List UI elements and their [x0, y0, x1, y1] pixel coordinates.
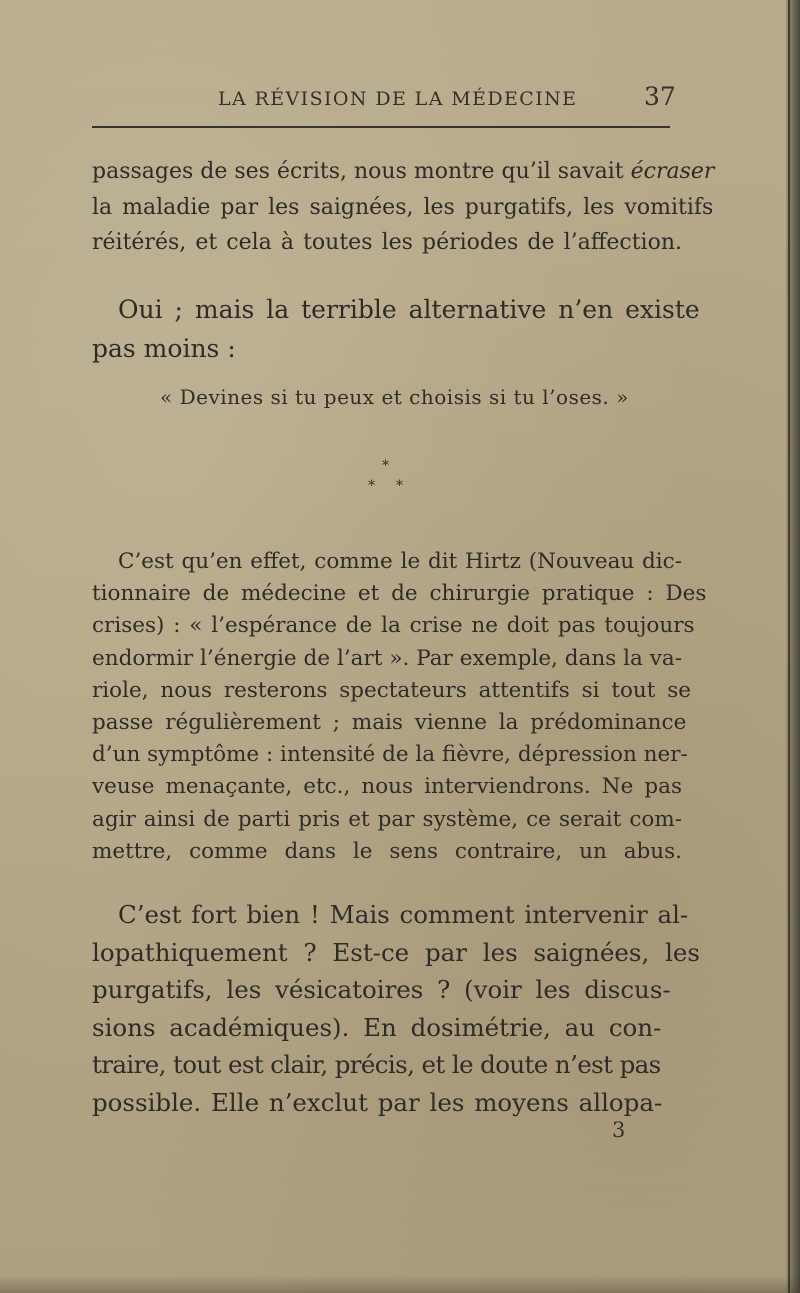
paragraph-4-line: possible. Elle n’exclut par les moyens allopa-: [92, 1087, 663, 1117]
asterism-star-top: *: [382, 458, 389, 474]
paragraph-1-line-2: la maladie par les saignées, les purgatifs, les vomitifs: [92, 194, 714, 220]
paragraph-3-line: endormir l’énergie de l’art ». Par exemple, dans la va-: [92, 645, 682, 671]
italic-word: écraser: [630, 159, 715, 184]
paragraph-4-line: traire, tout est clair, précis, et le doute n’est pas: [92, 1050, 661, 1079]
paragraph-3-line: tionnaire de médecine et de chirurgie pratique : Des: [92, 581, 707, 607]
header-rule: [92, 126, 670, 128]
paragraph-3-line: riole, nous resterons spectateurs attentifs si tout se: [92, 677, 691, 703]
paragraph-1: [92, 154, 715, 261]
paragraph-4-line: sions académiques). En dosimétrie, au con-: [92, 1012, 662, 1042]
page-edge-line: [788, 0, 790, 1293]
paragraph-3-line: passe régulièrement ; mais vienne la prédominance: [92, 710, 687, 736]
running-title: LA RÉVISION DE LA MÉDECINE: [218, 88, 578, 110]
paragraph-3-line: agir ainsi de parti pris et par système, ce serait com-: [92, 806, 682, 832]
page-number: 37: [644, 82, 676, 111]
asterism-star-right: *: [396, 478, 403, 494]
paragraph-1-line-1: [92, 154, 715, 190]
paragraph-2: [118, 290, 700, 329]
paragraph-2-continuation: [92, 329, 682, 368]
page-bottom-shadow: [0, 1275, 800, 1293]
paragraph-1-line-3: réitérés, et cela à toutes les périodes de l’affection.: [92, 230, 682, 255]
asterism: [360, 458, 410, 508]
paragraph-3: [92, 546, 707, 868]
paragraph-2-line-2: pas moins :: [92, 334, 236, 363]
paragraph-3-line: d’un symptôme : intensité de la fièvre, dépression ner-: [92, 742, 688, 768]
paragraph-3-line: crises) : « l’espérance de la crise ne doit pas toujours: [92, 613, 695, 639]
paragraph-3-line: C’est qu’en effet, comme le dit Hirtz (Nouveau dic-: [118, 549, 682, 574]
paragraph-4-line: C’est fort bien ! Mais comment intervenir al-: [118, 900, 689, 929]
paragraph-2-line-1: Oui ; mais la terrible alternative n’en existe: [118, 295, 700, 324]
asterism-star-left: *: [368, 478, 375, 494]
signature-mark: 3: [612, 1118, 626, 1142]
paragraph-1-line-1-text: passages de ses écrits, nous montre qu’il savait: [92, 159, 631, 184]
paragraph-4-line: purgatifs, les vésicatoires ? (voir les discus-: [92, 975, 671, 1004]
epigraph-quote: « Devines si tu peux et choisis si tu l’oses. »: [160, 385, 629, 409]
paragraph-4-line: lopathiquement ? Est-ce par les saignées, les: [92, 937, 700, 967]
paragraph-3-line: mettre, comme dans le sens contraire, un abus.: [92, 838, 682, 864]
paragraph-3-line: veuse menaçante, etc., nous interviendrons. Ne pas: [92, 774, 682, 800]
paragraph-4: [92, 896, 700, 1121]
